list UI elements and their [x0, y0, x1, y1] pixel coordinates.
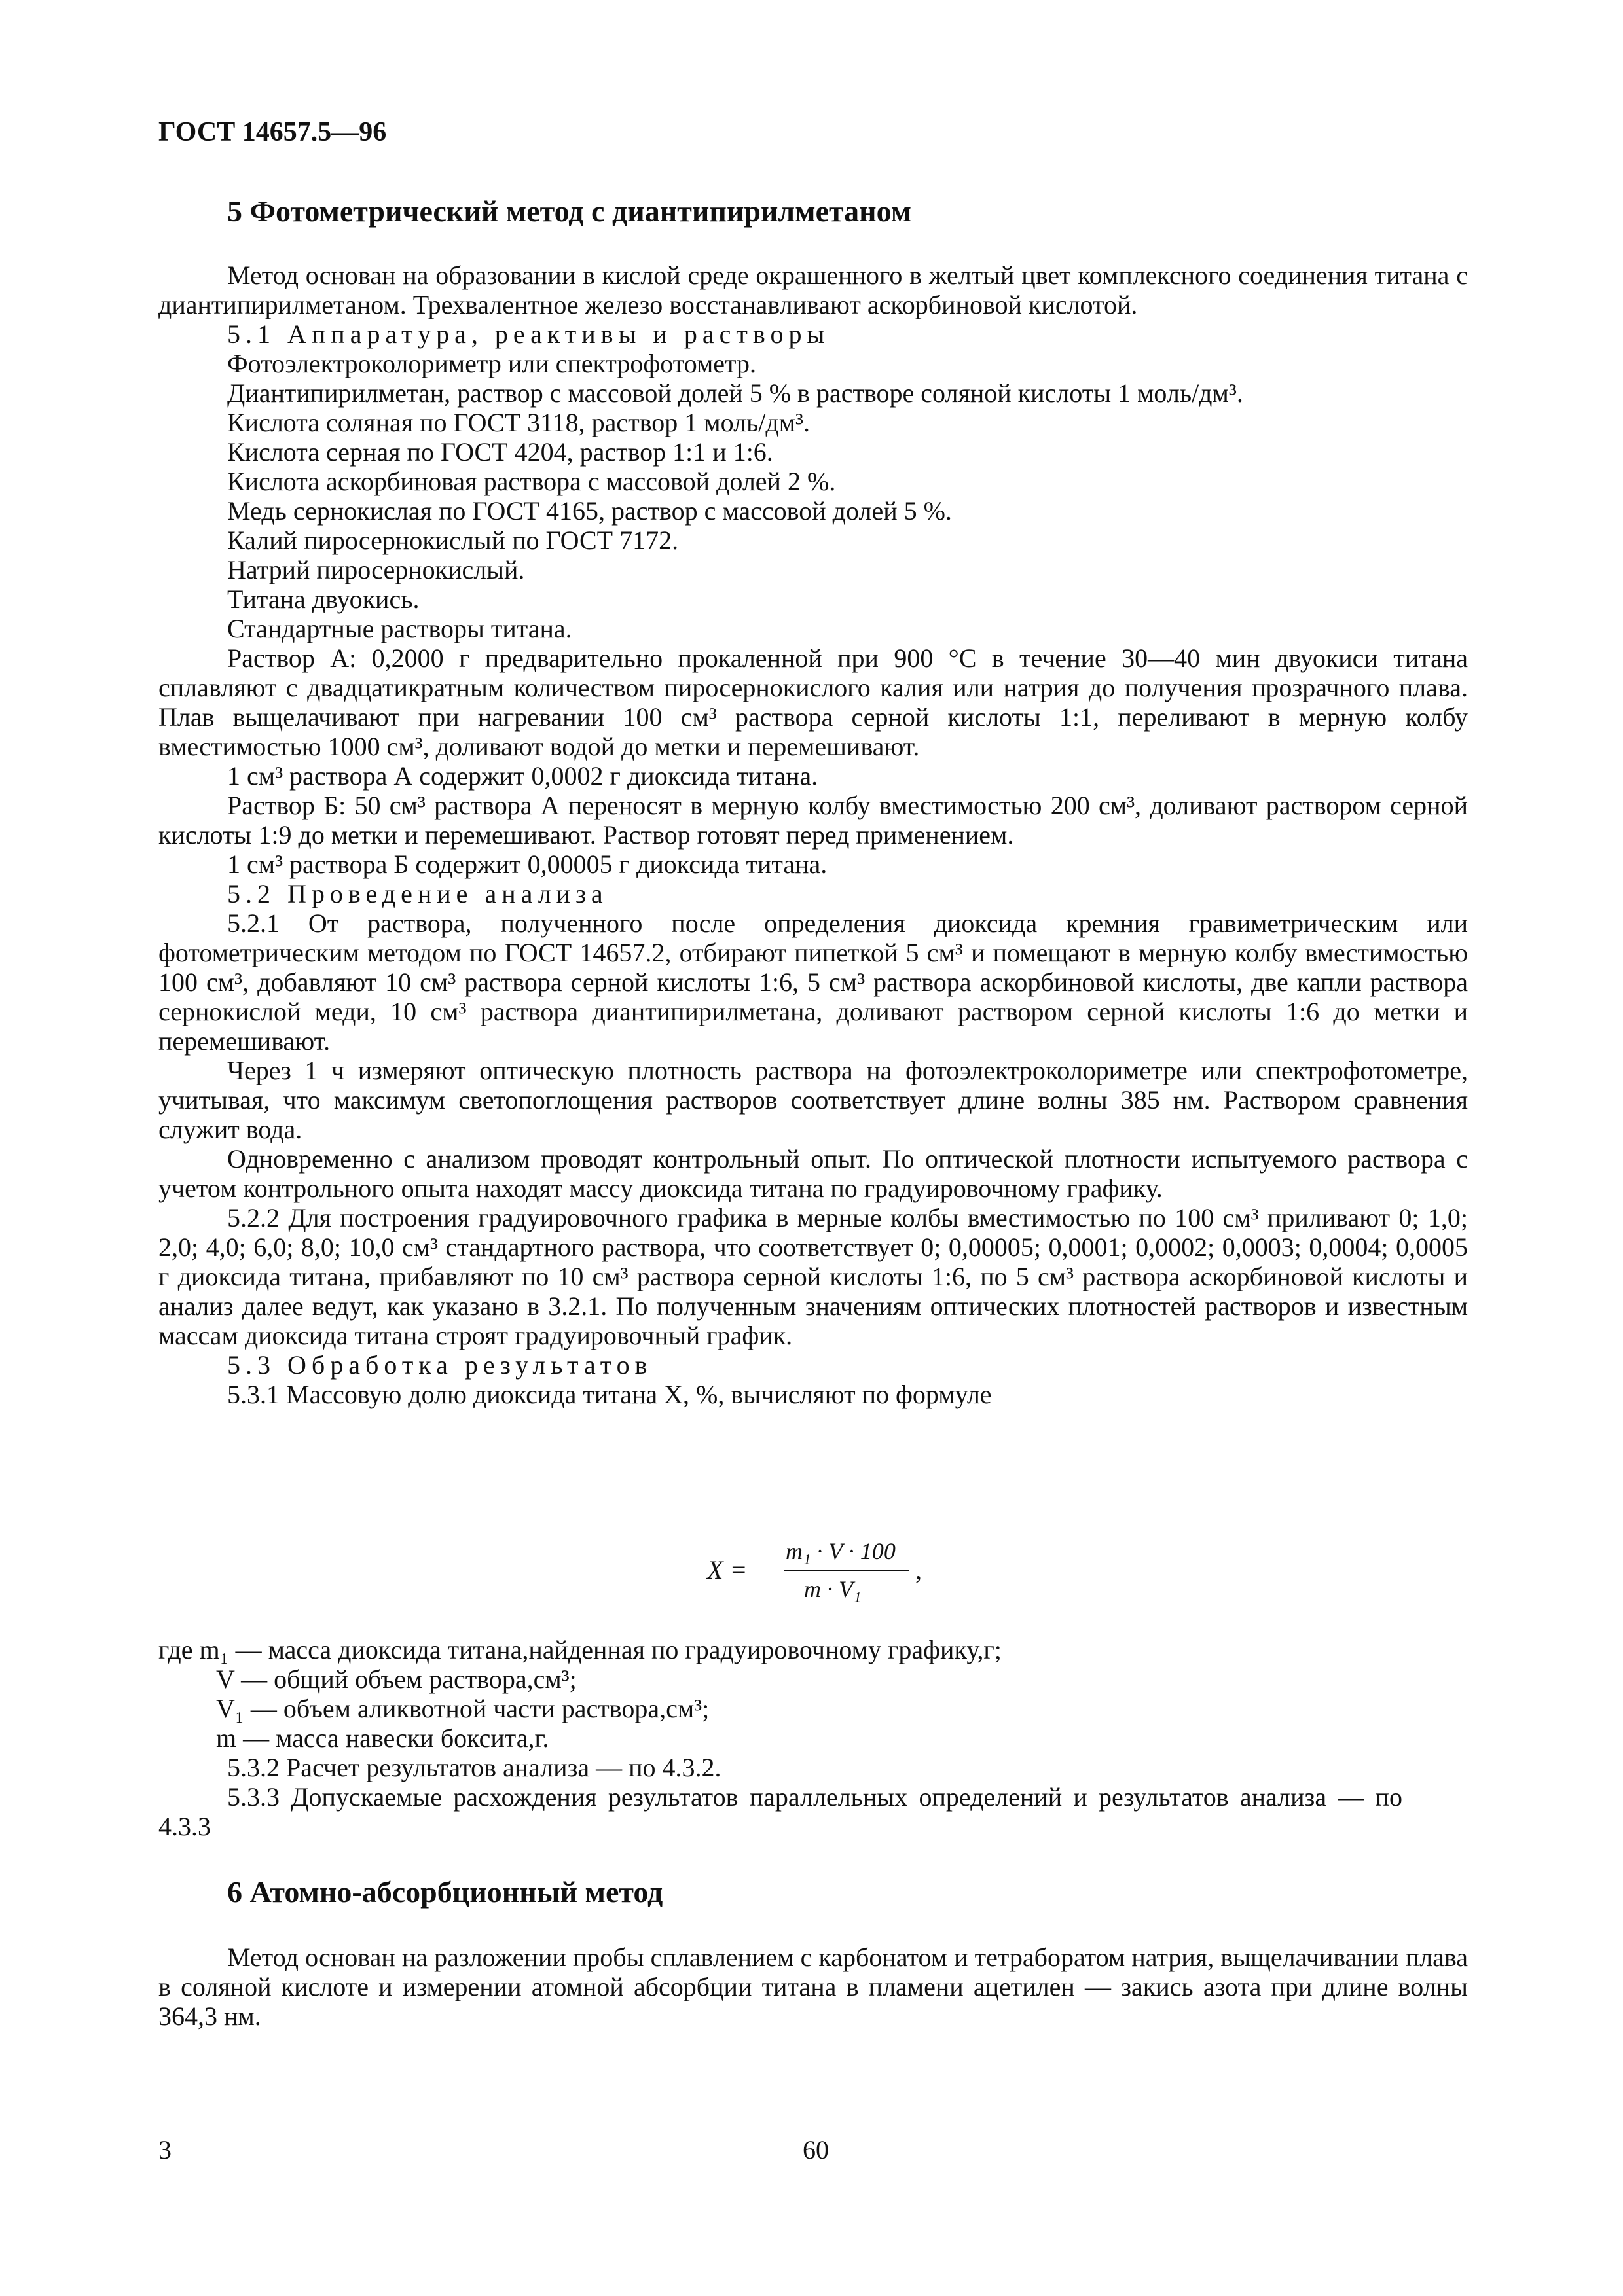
- formula-comma: ,: [915, 1555, 922, 1585]
- reagent-item: Стандартные растворы титана.: [227, 614, 572, 643]
- footer-page-number: 60: [803, 2135, 829, 2164]
- section-5-body: [158, 260, 1468, 1409]
- paragraph-5-3-1: 5.3.1 Массовую долю диоксида титана X, %, вычисляют по формуле: [227, 1380, 992, 1409]
- legend-item: где m₁ — масса диоксида титана,найденная по градуировочному графику,г;: [158, 1635, 1002, 1664]
- reagent-item: Диантипирилметан, раствор с массовой долей 5 % в растворе соляной кислоты 1 моль/дм³.: [227, 378, 1243, 408]
- paragraph-5-3-3: 5.3.3 Допускаемые расхождения результатов параллельных определений и результатов анализа — по 4.3.3: [158, 1782, 1402, 1841]
- reagent-item: Кислота соляная по ГОСТ 3118, раствор 1 моль/дм³.: [227, 408, 811, 437]
- paragraph-5-2-2: 5.2.2 Для построения градуировочного графика в мерные колбы вместимостью по 100 см³ приливают 0; 1,0; 2,0; 4,0; 6,0; 8,0; 10,0 см³ стандартного раствора, что соответствует 0; 0,00005; 0,0001; 0,0002; 0,0003; 0,0004; 0,0005 г диоксида титана, прибавляют по 10 см³ раствора серной кислоты 1:6, по 5 см³ раствора аскорбиновой кислоты и анализ далее ведут, как указано в 3.2.1. По полученным значениям оптических плотностей растворов и известным массам диоксида титана строят градуировочный график.: [158, 1203, 1468, 1350]
- reagent-item: Натрий пиросернокислый.: [227, 555, 525, 584]
- legend-item: m — масса навески боксита,г.: [216, 1723, 549, 1753]
- legend-item: V — общий объем раствора,см³;: [216, 1664, 577, 1694]
- section-6-heading: 6 Атомно-абсорбционный метод: [227, 1875, 663, 1909]
- solution-b-paragraph: Раствор Б: 50 см³ раствора А переносят в мерную колбу вместимостью 200 см³, доливают раствором серной кислоты 1:9 до метки и перемешивают. Раствор готовят перед применением.: [158, 791, 1468, 850]
- subsection-5-3-title: 5.3 Обработка результатов: [227, 1350, 653, 1380]
- solution-b-content: 1 см³ раствора Б содержит 0,00005 г диоксида титана.: [227, 850, 828, 879]
- subsection-5-1-title: 5.1 Аппаратура, реактивы и растворы: [227, 319, 830, 349]
- mass-fraction-formula: [707, 1530, 930, 1615]
- paragraph-measurement: Через 1 ч измеряют оптическую плотность раствора на фотоэлектроколориметре или спектрофотометре, учитывая, что максимум светопоглощения растворов соответствует длине волны 385 нм. Раствором сравнения служит вода.: [158, 1056, 1468, 1144]
- paragraph-5-2-1: 5.2.1 От раствора, полученного после определения диоксида кремния гравиметрическим или фотометрическим методом по ГОСТ 14657.2, отбирают пипеткой 5 см³ и помещают в мерную колбу вместимостью 100 см³, добавляют 10 см³ раствора серной кислоты 1:6, 5 см³ раствора аскорбиновой кислоты, две капли раствора сернокислой меди, 10 см³ раствора диантипирилметана, доливают раствором серной кислоты 1:6 до метки и перемешивают.: [158, 908, 1468, 1056]
- formula-legend: [158, 1635, 1402, 1841]
- reagent-item: Кислота аскорбиновая раствора с массовой долей 2 %.: [227, 467, 836, 496]
- reagent-item: Медь сернокислая по ГОСТ 4165, раствор с массовой долей 5 %.: [227, 496, 952, 526]
- formula-lhs: X =: [707, 1555, 748, 1585]
- solution-a-content: 1 см³ раствора А содержит 0,0002 г диоксида титана.: [227, 761, 818, 791]
- paragraph-5-3-2: 5.3.2 Расчет результатов анализа — по 4.3.2.: [227, 1753, 721, 1782]
- section-6-intro: Метод основан на разложении пробы сплавлением с карбонатом и тетраборатом натрия, выщелачивании плава в соляной кислоте и измерении атомной абсорбции титана в пламени ацетилен — закись азота при длине волны 364,3 нм.: [158, 1943, 1468, 2031]
- reagent-item: Калий пиросернокислый по ГОСТ 7172.: [227, 526, 679, 555]
- paragraph-control-experiment: Одновременно с анализом проводят контрольный опыт. По оптической плотности испытуемого раствора с учетом контрольного опыта находят массу диоксида титана по градуировочному графику.: [158, 1144, 1468, 1203]
- reagent-item: Титана двуокись.: [227, 584, 420, 614]
- fraction-bar: [784, 1570, 909, 1571]
- legend-item: V₁ — объем аликвотной части раствора,см³;: [216, 1694, 710, 1723]
- section-5-intro: Метод основан на образовании в кислой среде окрашенного в желтый цвет комплексного соединения титана с диантипирилметаном. Трехвалентное железо восстанавливают аскорбиновой кислотой.: [158, 260, 1468, 319]
- formula-numerator: m₁ · V · 100: [786, 1538, 896, 1564]
- footer-sheet-number: 3: [158, 2135, 172, 2164]
- solution-a-paragraph: Раствор А: 0,2000 г предварительно прокаленной при 900 °С в течение 30—40 мин двуокиси титана сплавляют с двадцатикратным количеством пиросернокислого калия или натрия до получения прозрачного плава. Плав выщелачивают при нагревании 100 см³ раствора серной кислоты 1:1, переливают в мерную колбу вместимостью 1000 см³, доливают водой до метки и перемешивают.: [158, 643, 1468, 761]
- reagent-item: Кислота серная по ГОСТ 4204, раствор 1:1 и 1:6.: [227, 437, 773, 467]
- document-header: ГОСТ 14657.5—96: [158, 117, 387, 147]
- formula-denominator: m · V₁: [804, 1576, 862, 1602]
- section-6-body: [158, 1943, 1468, 2031]
- reagent-item: Фотоэлектроколориметр или спектрофотометр.: [227, 349, 757, 378]
- subsection-5-2-title: 5.2 Проведение анализа: [227, 879, 608, 908]
- section-5-heading: 5 Фотометрический метод с диантипирилметаном: [227, 194, 912, 228]
